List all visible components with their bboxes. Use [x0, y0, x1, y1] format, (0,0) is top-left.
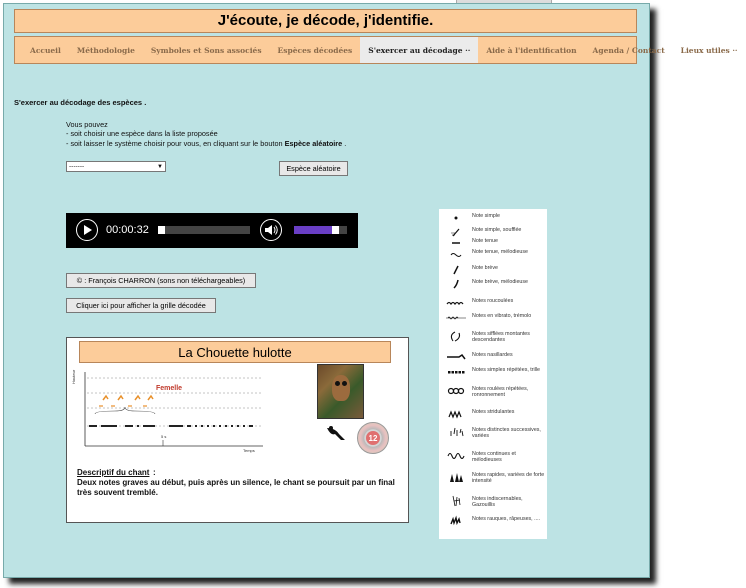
- twitter-icon: [443, 496, 469, 509]
- y-axis-label: Hauteur: [71, 369, 76, 384]
- legend-label: Notes roulées répétées, ronronnement: [472, 386, 529, 398]
- option-1-text: - soit choisir une espèce dans la liste proposée: [66, 129, 218, 138]
- legend-label: Note brève, mélodieuse: [472, 279, 528, 285]
- legend-label: Notes roucoulées: [472, 298, 514, 304]
- play-icon[interactable]: [76, 219, 98, 241]
- annotation-femelle: Femelle: [156, 385, 183, 392]
- trill-icon: [443, 367, 469, 380]
- volume-level: [294, 226, 339, 234]
- page-frame: [3, 3, 738, 578]
- legend-label: Notes nasillardes: [472, 352, 513, 358]
- time-tick: 5 s: [161, 434, 167, 439]
- female-notes: [103, 396, 153, 400]
- description-colon: :: [153, 468, 156, 477]
- species-select[interactable]: ------- ▼: [66, 161, 166, 172]
- curved-slash-icon: [443, 279, 469, 292]
- dot-icon: [443, 213, 469, 226]
- page-heading: S'exercer au décodage des espèces .: [14, 98, 147, 107]
- stridulate-icon: [443, 409, 469, 422]
- intro-text: Vous pouvez: [66, 120, 108, 129]
- nav-item-aide[interactable]: Aide à l'identification: [486, 45, 577, 55]
- raspy-icon: [443, 516, 469, 529]
- legend-label: Notes rauques, râpeuses, ....: [472, 516, 541, 522]
- player-time: 00:00:32: [106, 224, 149, 236]
- owl-photo: [317, 364, 364, 419]
- audio-player: [66, 213, 358, 248]
- legend-label: Note simple: [472, 213, 500, 219]
- copyright-button[interactable]: © : François CHARRON (sons non téléchargeables): [66, 273, 256, 288]
- slash-icon: [443, 265, 469, 278]
- volume-slider[interactable]: [294, 226, 347, 234]
- legend-label: Notes simples répétées, trille: [472, 367, 541, 373]
- nav-item-especes[interactable]: Espèces décodées: [277, 45, 353, 55]
- rolled-icon: [443, 386, 469, 399]
- owl-silhouette-icon: [325, 424, 349, 442]
- description-text: Deux notes graves au début, puis après un silence, le chant se poursuit par un final très souvent tremblé.: [77, 478, 395, 497]
- coo-icon: [443, 298, 469, 311]
- legend-label: Note tenue: [472, 238, 498, 244]
- site-title: J'écoute, je décode, j'identifie.: [14, 9, 637, 33]
- rapid-icon: [443, 472, 469, 485]
- legend-label: Note simple, soufflée: [472, 227, 522, 233]
- legend-label: Notes sifflées montantes descendantes: [472, 331, 530, 343]
- legend-label: Note tenue, mélodieuse: [472, 249, 528, 255]
- species-title: La Chouette hulotte: [79, 341, 391, 363]
- x-axis-label: Temps: [243, 448, 255, 453]
- legend-label: Notes stridulantes: [472, 409, 515, 415]
- nav-item-lieux[interactable]: Lieux utiles ··: [680, 45, 738, 55]
- nav-item-accueil[interactable]: Accueil: [30, 45, 61, 55]
- legend-label: Notes continues et mélodieuses: [472, 451, 516, 463]
- nav-item-symboles[interactable]: Symboles et Sons associés: [150, 45, 262, 55]
- badge-number: 12: [366, 431, 380, 445]
- wave-icon: [443, 249, 469, 262]
- distinct-icon: [443, 427, 469, 440]
- description-heading: Descriptif du chant: [77, 468, 150, 477]
- seek-progress: [158, 226, 165, 234]
- nav-item-sexercer[interactable]: S'exercer au décodage ··: [360, 37, 478, 63]
- sonogram: [73, 368, 273, 458]
- option-2-text: - soit laisser le système choisir pour vous, en cliquant sur le bouton Espèce aléatoire .: [66, 139, 347, 148]
- nasal-icon: [443, 352, 469, 365]
- vibrato-icon: [443, 313, 469, 326]
- nav-item-agenda[interactable]: Agenda / Contact: [592, 45, 665, 55]
- whistle-icon: [443, 331, 469, 344]
- legend-label: Notes indiscernables, Gazouillis: [472, 496, 523, 508]
- species-card: [66, 337, 409, 523]
- random-species-button[interactable]: Espèce aléatoire: [279, 161, 348, 176]
- continuous-icon: [443, 451, 469, 464]
- chevron-down-icon: ▼: [157, 164, 163, 170]
- legend-label: Note brève: [472, 265, 498, 271]
- habitat-badge: [357, 422, 389, 454]
- symbol-legend: [439, 209, 547, 539]
- main-nav: [14, 36, 738, 64]
- volume-icon[interactable]: [260, 219, 282, 241]
- legend-label: Notes en vibrato, trémolo: [472, 313, 532, 319]
- legend-label: Notes distinctes successives, variées: [472, 427, 541, 439]
- show-grid-button[interactable]: Cliquer ici pour afficher la grille décodée: [66, 298, 216, 313]
- nav-item-methodologie[interactable]: Méthodologie: [76, 45, 135, 55]
- legend-label: Notes rapides, variées de forte intensité: [472, 472, 545, 484]
- seek-bar[interactable]: [158, 226, 250, 234]
